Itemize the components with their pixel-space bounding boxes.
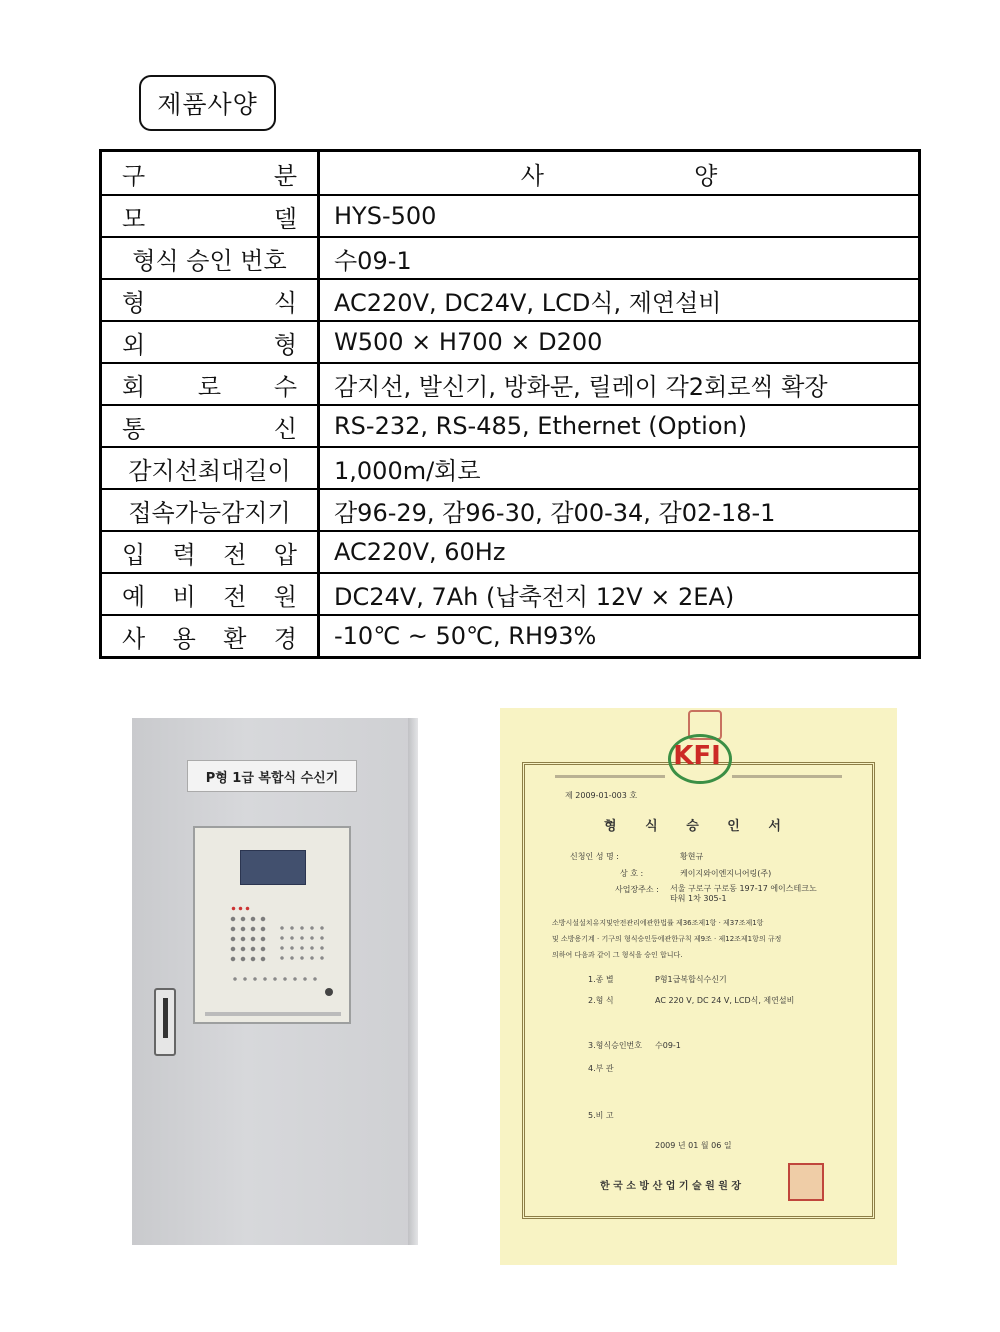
spec-key-cell [101, 447, 319, 489]
spec-value-cell [319, 195, 920, 237]
panel-base-strip [205, 1012, 341, 1016]
item-value: AC 220 V, DC 24 V, LCD식, 제연설비 [655, 996, 795, 1005]
spec-value: RS-232, RS-485, Ethernet (Option) [334, 412, 748, 440]
indicator-leds [277, 923, 327, 963]
table-row [101, 321, 920, 363]
spec-key-cell [101, 237, 319, 279]
door-handle [154, 988, 176, 1056]
header-value-char: 사 [520, 161, 544, 190]
spec-key-char: 델 [273, 204, 297, 233]
ornament-line [555, 775, 665, 778]
body-line: 소방시설설치유지및안전관리에관한법률 제36조제1항 · 제37조제1항 [552, 919, 764, 927]
spec-value: HYS-500 [334, 202, 437, 230]
spec-value-cell [319, 279, 920, 321]
spec-value: AC220V, DC24V, LCD식, 제연설비 [334, 288, 722, 317]
spec-value-cell [319, 321, 920, 363]
spec-key-cell [101, 615, 319, 658]
ornament-line [732, 775, 842, 778]
table-row [101, 615, 920, 658]
spec-key-char: 경 [273, 624, 297, 653]
spec-value: 1,000m/회로 [334, 456, 481, 485]
spec-key-cell [101, 405, 319, 447]
applicant-name-label: 신청인 성 명 : [570, 852, 619, 861]
spec-key-cell [101, 573, 319, 615]
spec-value-cell [319, 363, 920, 405]
spec-key-char: 압 [273, 540, 297, 569]
lcd-screen [240, 850, 306, 885]
key-switch [325, 988, 333, 996]
spec-key-char: 식 [273, 288, 297, 317]
indicator-led-row [230, 976, 320, 982]
spec-key-char: 형 [122, 288, 146, 317]
spec-key-label: 접속가능감지기 [128, 498, 291, 527]
keypad [228, 914, 268, 964]
spec-key-char: 전 [223, 582, 247, 611]
spec-key-char: 통 [122, 414, 146, 443]
spec-key-cell [101, 195, 319, 237]
certificate-photo [500, 708, 897, 1265]
official-seal [788, 1163, 824, 1201]
spec-key-char: 로 [197, 372, 222, 401]
spec-value-cell [319, 237, 920, 279]
header-value-char: 양 [694, 161, 718, 190]
spec-key-char: 신 [273, 414, 297, 443]
spec-value: 수09-1 [334, 246, 412, 275]
spec-value: W500 × H700 × D200 [334, 328, 603, 356]
table-row [101, 405, 920, 447]
spec-value-cell [319, 531, 920, 573]
certificate-number: 제 2009-01-003 호 [565, 791, 638, 800]
section-title: 제품사양 [139, 75, 276, 131]
spec-key-char: 수 [273, 372, 297, 401]
spec-value: DC24V, 7Ah (납축전지 12V × 2EA) [334, 582, 735, 611]
item-value: P형1급복합식수신기 [655, 975, 727, 984]
table-row [101, 489, 920, 531]
spec-value-cell [319, 447, 920, 489]
body-line: 의하여 다음과 같이 그 형식을 승인 합니다. [552, 951, 683, 959]
spec-table [99, 149, 921, 659]
control-panel [193, 826, 351, 1024]
spec-key-char: 회 [122, 372, 146, 401]
header-key-cell [101, 151, 319, 196]
address-label: 사업장주소 : [615, 885, 659, 894]
spec-value: AC220V, 60Hz [334, 538, 506, 566]
spec-key-char: 전 [223, 540, 247, 569]
spec-key-cell [101, 363, 319, 405]
table-row [101, 195, 920, 237]
item-label: 3.형식승인번호 [588, 1041, 643, 1050]
applicant-name: 황현규 [680, 852, 704, 861]
table-header-row [101, 151, 920, 196]
table-row [101, 363, 920, 405]
door-handle-grip [163, 998, 168, 1038]
spec-value-cell [319, 615, 920, 658]
table-row [101, 279, 920, 321]
header-value-cell [319, 151, 920, 196]
spec-key-char: 사 [122, 624, 146, 653]
spec-key-char: 입 [122, 540, 146, 569]
address: 서울 구로구 구로동 197-17 에이스테크노타워 1차 305-1 [670, 884, 817, 903]
spec-key-char: 력 [172, 540, 196, 569]
spec-key-char: 원 [273, 582, 297, 611]
status-leds [230, 906, 250, 911]
spec-key-cell [101, 321, 319, 363]
company-label: 상 호 : [620, 869, 644, 878]
table-row [101, 531, 920, 573]
table-row [101, 237, 920, 279]
spec-key-cell [101, 531, 319, 573]
item-label: 4.부 관 [588, 1064, 614, 1073]
item-value: 수09-1 [655, 1041, 681, 1050]
item-label: 2.형 식 [588, 996, 614, 1005]
product-photo [132, 718, 418, 1245]
item-label: 5.비 고 [588, 1111, 614, 1120]
spec-value-cell [319, 405, 920, 447]
door-label: P형 1급 복합식 수신기 [187, 760, 357, 792]
header-key-char: 분 [273, 161, 297, 190]
spec-key-char: 용 [172, 624, 196, 653]
company-name: 케이지와이엔지니어링(주) [680, 869, 772, 878]
spec-value: 감96-29, 감96-30, 감00-34, 감02-18-1 [334, 498, 776, 527]
table-row [101, 573, 920, 615]
certificate-title: 형 식 승 인 서 [604, 819, 793, 834]
spec-key-char: 환 [223, 624, 247, 653]
spec-value: 감지선, 발신기, 방화문, 릴레이 각2회로씩 확장 [334, 372, 828, 401]
spec-key-char: 형 [273, 330, 297, 359]
cabinet-side-edge [408, 718, 418, 1245]
spec-key-cell [101, 279, 319, 321]
spec-key-char: 외 [122, 330, 146, 359]
spec-value-cell [319, 489, 920, 531]
spec-key-char: 모 [122, 204, 146, 233]
spec-key-label: 형식 승인 번호 [132, 246, 287, 275]
kfi-logo-text: KFI [673, 741, 721, 771]
spec-key-char: 예 [122, 582, 146, 611]
spec-key-label: 감지선최대길이 [128, 456, 291, 485]
spec-key-cell [101, 489, 319, 531]
spec-value-cell [319, 573, 920, 615]
kfi-logo [662, 736, 732, 776]
table-row [101, 447, 920, 489]
issuer: 한 국 소 방 산 업 기 술 원 원 장 [600, 1181, 742, 1192]
body-line: 및 소방용기계 · 기구의 형식승인등에관한규칙 제9조 · 제12조제1항의 규정 [552, 935, 782, 943]
issue-date: 2009 년 01 월 06 일 [655, 1141, 732, 1150]
header-key-char: 구 [122, 161, 146, 190]
spec-value: -10℃ ~ 50℃, RH93% [334, 622, 597, 650]
item-label: 1.종 별 [588, 975, 614, 984]
spec-key-char: 비 [172, 582, 196, 611]
